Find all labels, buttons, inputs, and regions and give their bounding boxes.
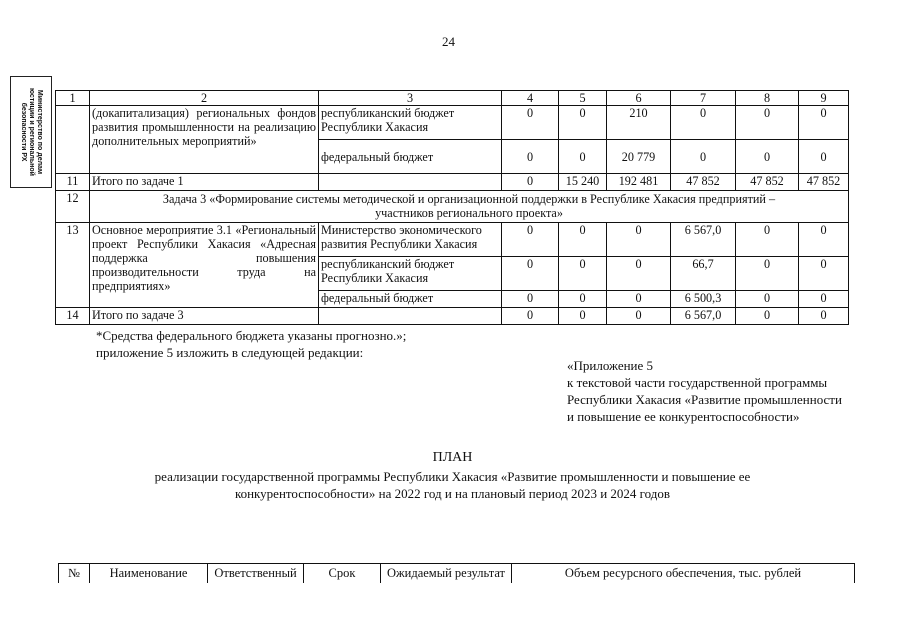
page-number: 24	[442, 34, 455, 49]
value-cell: 6 567,0	[671, 223, 736, 257]
value-cell: 0	[502, 308, 559, 325]
funding-source-cell: республиканский бюджет Республики Хакасия	[319, 257, 502, 291]
activity-name-cell: (докапитализация) региональных фондов развития промышленности на реализацию дополнительных мероприятий»	[90, 106, 319, 174]
row-number-cell	[56, 106, 90, 174]
stamp-text: Министерство по делам юстиции и региональной безопасности РХ	[20, 88, 43, 176]
funding-source-cell: Министерство экономического развития Республики Хакасия	[319, 223, 502, 257]
plan-column-header: Объем ресурсного обеспечения, тыс. рублей	[512, 564, 855, 584]
header-cell: 1	[56, 91, 90, 106]
value-cell: 47 852	[671, 174, 736, 191]
value-cell: 6 500,3	[671, 291, 736, 308]
value-cell: 0	[502, 223, 559, 257]
funding-source-cell: республиканский бюджет Республики Хакасия	[319, 106, 502, 140]
activity-name-cell: Основное мероприятие 3.1 «Региональный проект Республики Хакасия «Адресная поддержка повышения производительности труда на предприятиях»	[90, 223, 319, 308]
value-cell: 0	[736, 140, 799, 174]
value-cell: 20 779	[607, 140, 671, 174]
value-cell: 6 567,0	[671, 308, 736, 325]
value-cell: 0	[607, 223, 671, 257]
instruction-text: приложение 5 изложить в следующей редакции:	[96, 345, 364, 360]
value-cell: 192 481	[607, 174, 671, 191]
table-row	[56, 191, 849, 223]
value-cell: 0	[799, 291, 849, 308]
table-row	[56, 308, 849, 325]
plan-title: ПЛАН	[432, 450, 473, 465]
value-cell: 0	[502, 291, 559, 308]
value-cell: 0	[736, 308, 799, 325]
row-number-cell: 12	[56, 191, 90, 223]
header-cell: 5	[559, 91, 607, 106]
value-cell: 0	[607, 291, 671, 308]
table-header-row	[56, 91, 849, 106]
value-cell: 0	[799, 140, 849, 174]
row-number-cell: 11	[56, 174, 90, 191]
value-cell: 0	[736, 291, 799, 308]
header-cell: 3	[319, 91, 502, 106]
value-cell: 0	[799, 308, 849, 325]
funding-source-cell	[319, 174, 502, 191]
value-cell: 0	[607, 308, 671, 325]
table-row	[56, 223, 849, 257]
footnote-text: *Средства федерального бюджета указаны прогнозно.»;	[96, 328, 407, 343]
value-cell: 0	[799, 223, 849, 257]
value-cell: 0	[671, 140, 736, 174]
value-cell: 66,7	[671, 257, 736, 291]
row-number-cell: 13	[56, 223, 90, 308]
table-row	[56, 174, 849, 191]
funding-source-cell: федеральный бюджет	[319, 140, 502, 174]
funding-source-cell: федеральный бюджет	[319, 291, 502, 308]
value-cell: 15 240	[559, 174, 607, 191]
header-cell: 4	[502, 91, 559, 106]
value-cell: 47 852	[799, 174, 849, 191]
value-cell: 0	[559, 223, 607, 257]
appendix-reference	[567, 357, 842, 425]
header-cell: 2	[90, 91, 319, 106]
plan-table-header	[58, 563, 855, 583]
funding-source-cell	[319, 308, 502, 325]
appendix-line: Республики Хакасия «Развитие промышленности	[567, 392, 842, 407]
program-table	[55, 90, 849, 325]
header-cell: 7	[671, 91, 736, 106]
value-cell: 0	[799, 257, 849, 291]
header-cell: 6	[607, 91, 671, 106]
activity-name-cell: Итого по задаче 3	[90, 308, 319, 325]
registration-stamp	[10, 76, 52, 188]
value-cell: 47 852	[736, 174, 799, 191]
value-cell: 0	[559, 257, 607, 291]
value-cell: 0	[607, 257, 671, 291]
plan-header-row	[59, 564, 855, 584]
appendix-line: к текстовой части государственной программы	[567, 375, 828, 390]
value-cell: 0	[559, 291, 607, 308]
value-cell: 0	[736, 223, 799, 257]
value-cell: 0	[559, 308, 607, 325]
value-cell: 0	[799, 106, 849, 140]
notes-block	[96, 327, 406, 361]
row-number-cell: 14	[56, 308, 90, 325]
value-cell: 0	[736, 106, 799, 140]
value-cell: 0	[559, 106, 607, 140]
value-cell: 0	[671, 106, 736, 140]
header-cell: 8	[736, 91, 799, 106]
task-heading-cell: Задача 3 «Формирование системы методической и организационной поддержки в Республике Хакасия предприятий – участников регионального проекта»	[90, 191, 849, 223]
plan-subtitle-line: реализации государственной программы Республики Хакасия «Развитие промышленности и повышение ее	[154, 469, 751, 484]
value-cell: 0	[502, 257, 559, 291]
value-cell: 210	[607, 106, 671, 140]
plan-column-header: Наименование	[90, 564, 208, 584]
table-row	[56, 106, 849, 140]
value-cell: 0	[502, 174, 559, 191]
activity-name-cell: Итого по задаче 1	[90, 174, 319, 191]
value-cell: 0	[502, 106, 559, 140]
plan-subtitle	[100, 468, 805, 502]
plan-column-header: Срок	[304, 564, 381, 584]
header-cell: 9	[799, 91, 849, 106]
value-cell: 0	[502, 140, 559, 174]
plan-column-header: №	[59, 564, 90, 584]
value-cell: 0	[736, 257, 799, 291]
plan-subtitle-line: конкурентоспособности» на 2022 год и на плановый период 2023 и 2024 годов	[234, 486, 671, 501]
appendix-line: и повышение ее конкурентоспособности»	[567, 409, 800, 424]
plan-column-header: Ожидаемый результат	[381, 564, 512, 584]
value-cell: 0	[559, 140, 607, 174]
appendix-line: «Приложение 5	[567, 358, 654, 373]
plan-column-header: Ответственный	[208, 564, 304, 584]
